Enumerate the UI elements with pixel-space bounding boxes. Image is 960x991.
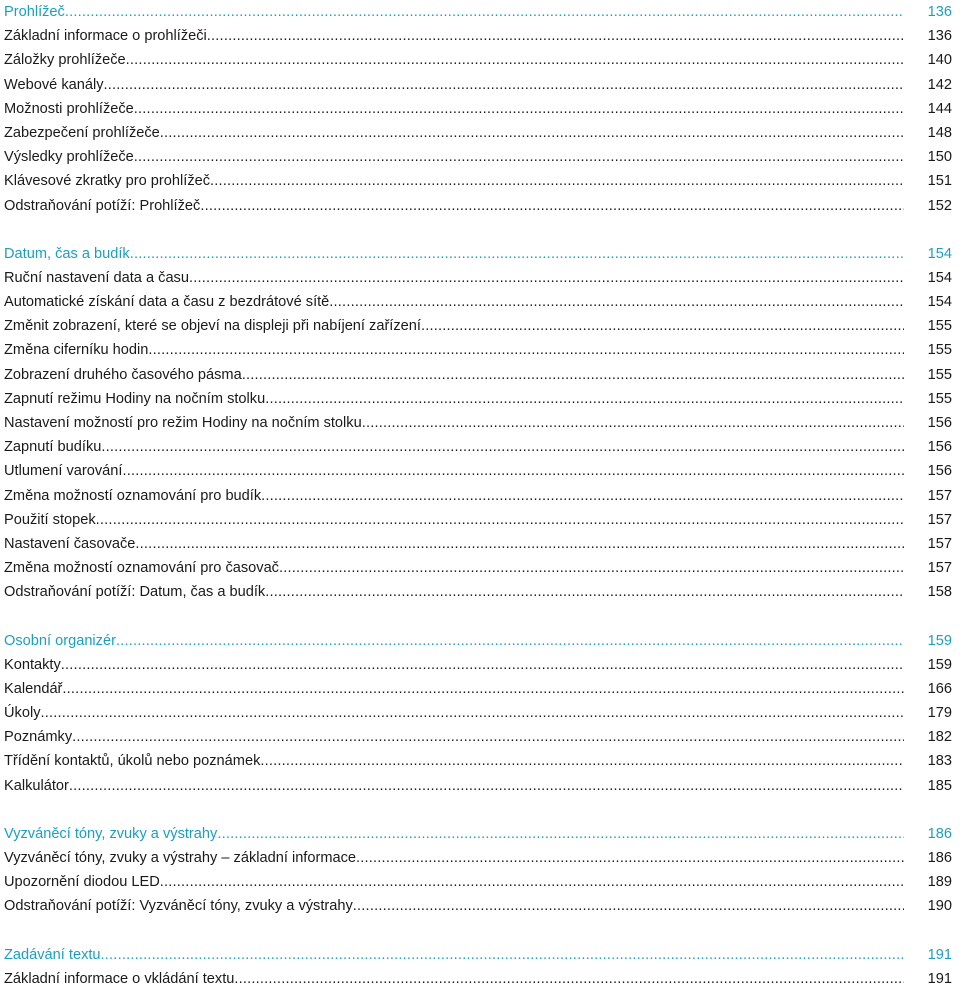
toc-entry-page: 190 <box>927 898 952 915</box>
toc-entry[interactable] <box>0 870 960 894</box>
toc-entry-title: Úkoly <box>4 705 41 722</box>
toc-entry-page: 156 <box>927 415 952 431</box>
toc-heading-page: 154 <box>927 245 952 262</box>
toc-entry-page: 185 <box>927 777 952 794</box>
toc-entry-title: Vyzváněcí tóny, zvuky a výstrahy – základní informace <box>4 850 357 866</box>
toc-entry[interactable] <box>0 338 960 362</box>
toc-entry[interactable] <box>0 725 960 749</box>
toc-entry-page: 144 <box>927 100 952 117</box>
toc-entry[interactable] <box>0 169 960 193</box>
toc-entry-title: Možnosti prohlížeče <box>4 100 134 117</box>
toc-entry-page: 158 <box>927 584 952 601</box>
toc-entry-page: 157 <box>927 511 952 528</box>
toc-entry[interactable] <box>0 774 960 798</box>
toc-entry-title: Ruční nastavení data a času <box>4 269 189 286</box>
toc-entry[interactable] <box>0 846 960 870</box>
toc-entry-title: Zapnutí budíku <box>4 439 102 456</box>
toc-entry-page: 183 <box>927 753 952 770</box>
toc-entry[interactable] <box>0 48 960 72</box>
toc-entry-title: Základní informace o vkládání textu <box>4 970 235 987</box>
toc-entry-title: Změna ciferníku hodin <box>4 342 149 359</box>
section-spacer <box>0 218 960 242</box>
toc-entry-title: Klávesové zkratky pro prohlížeč <box>4 173 211 190</box>
toc-entry-page: 157 <box>927 560 952 577</box>
section-spacer <box>0 605 960 629</box>
toc-entry-title: Odstraňování potíží: Datum, čas a budík <box>4 584 266 601</box>
toc-entry[interactable] <box>0 459 960 483</box>
toc-entry-page: 156 <box>927 439 952 456</box>
toc-entry[interactable] <box>0 24 960 48</box>
toc-heading-title: Prohlížeč <box>4 4 65 20</box>
toc-entry-title: Automatické získání data a času z bezdrátové sítě <box>4 294 330 311</box>
toc-entry[interactable] <box>0 290 960 314</box>
toc-entry[interactable] <box>0 121 960 145</box>
toc-heading-title: Zadávání textu <box>4 946 101 963</box>
toc-entry-title: Poznámky <box>4 729 73 746</box>
toc-heading[interactable] <box>0 943 960 967</box>
toc-heading-title: Datum, čas a budík <box>4 245 130 262</box>
toc-entry-title: Použití stopek <box>4 511 96 528</box>
toc-entry[interactable] <box>0 73 960 97</box>
toc-heading[interactable] <box>0 822 960 846</box>
toc-entry[interactable] <box>0 749 960 773</box>
toc-entry[interactable] <box>0 677 960 701</box>
toc-entry[interactable] <box>0 314 960 338</box>
toc-entry-page: 186 <box>927 850 952 866</box>
section-spacer <box>0 798 960 822</box>
toc-entry-title: Odstraňování potíží: Vyzváněcí tóny, zvuky a výstrahy <box>4 898 353 915</box>
toc-entry[interactable] <box>0 363 960 387</box>
toc-entry-page: 142 <box>927 76 952 93</box>
toc-entry[interactable] <box>0 435 960 459</box>
toc-entry[interactable] <box>0 894 960 918</box>
toc-entry-title: Kalendář <box>4 680 63 697</box>
toc-entry-title: Nastavení možností pro režim Hodiny na nočním stolku <box>4 415 362 431</box>
toc-entry-title: Kalkulátor <box>4 777 69 794</box>
toc-entry-page: 155 <box>927 390 952 407</box>
toc-entry-page: 155 <box>927 366 952 383</box>
section-spacer <box>0 919 960 943</box>
toc-entry[interactable] <box>0 701 960 725</box>
toc-heading[interactable] <box>0 0 960 24</box>
toc-entry-page: 157 <box>927 535 952 552</box>
toc-entry-title: Utlumení varování <box>4 463 123 480</box>
toc-section-text-input <box>0 943 960 991</box>
toc-entry-title: Třídění kontaktů, úkolů nebo poznámek <box>4 753 261 770</box>
toc-entry-page: 154 <box>927 294 952 311</box>
toc-entry-page: 157 <box>927 487 952 504</box>
toc-entry-page: 140 <box>927 52 952 69</box>
toc-entry-title: Záložky prohlížeče <box>4 52 126 69</box>
toc-entry-page: 136 <box>927 28 952 45</box>
toc-entry-page: 152 <box>927 197 952 214</box>
toc-entry-page: 189 <box>927 874 952 891</box>
toc-heading-page: 159 <box>927 632 952 649</box>
toc-heading[interactable] <box>0 629 960 653</box>
toc-entry-title: Změna možností oznamování pro časovač <box>4 560 279 577</box>
toc-entry-title: Webové kanály <box>4 76 104 93</box>
toc-heading[interactable] <box>0 242 960 266</box>
toc-entry-title: Upozornění diodou LED <box>4 874 160 891</box>
toc-entry-title: Základní informace o prohlížeči <box>4 28 207 45</box>
toc-entry[interactable] <box>0 194 960 218</box>
toc-entry-page: 155 <box>927 318 952 335</box>
toc-entry-page: 159 <box>927 656 952 673</box>
toc-heading-page: 136 <box>927 4 952 20</box>
toc-entry-title: Kontakty <box>4 656 61 673</box>
toc-entry[interactable] <box>0 266 960 290</box>
toc-entry-title: Odstraňování potíží: Prohlížeč <box>4 197 201 214</box>
toc-heading-page: 191 <box>927 946 952 963</box>
toc-entry-page: 151 <box>927 173 952 190</box>
toc-entry[interactable] <box>0 508 960 532</box>
toc-heading-title: Vyzváněcí tóny, zvuky a výstrahy <box>4 825 218 842</box>
toc-heading-title: Osobní organizér <box>4 632 116 649</box>
toc-section-date-time <box>0 242 960 605</box>
toc-entry-page: 155 <box>927 342 952 359</box>
toc-section-ringtones <box>0 822 960 919</box>
toc-entry[interactable] <box>0 411 960 435</box>
toc-entry-title: Změna možností oznamování pro budík <box>4 487 262 504</box>
toc-entry[interactable] <box>0 484 960 508</box>
toc-entry[interactable] <box>0 387 960 411</box>
toc-entry-title: Zobrazení druhého časového pásma <box>4 366 242 383</box>
toc-entry-page: 166 <box>927 680 952 697</box>
toc-entry-title: Nastavení časovače <box>4 535 136 552</box>
toc-entry-page: 148 <box>927 124 952 141</box>
toc-entry[interactable] <box>0 97 960 121</box>
toc-entry-title: Zapnutí režimu Hodiny na nočním stolku <box>4 390 266 407</box>
toc-entry-title: Výsledky prohlížeče <box>4 149 134 166</box>
toc-entry-page: 150 <box>927 149 952 166</box>
toc-entry-page: 179 <box>927 705 952 722</box>
toc-entry[interactable] <box>0 145 960 169</box>
toc-section-browser <box>0 0 960 218</box>
toc-entry[interactable] <box>0 580 960 604</box>
toc-heading-page: 186 <box>927 825 952 842</box>
toc-entry[interactable] <box>0 532 960 556</box>
toc-section-organizer <box>0 629 960 798</box>
toc-entry-page: 191 <box>927 970 952 987</box>
toc-entry-page: 154 <box>927 269 952 286</box>
toc-entry-page: 156 <box>927 463 952 480</box>
toc-entry[interactable] <box>0 653 960 677</box>
toc-entry-title: Změnit zobrazení, které se objeví na displeji při nabíjení zařízení <box>4 318 421 335</box>
toc-entry[interactable] <box>0 556 960 580</box>
toc-entry-page: 182 <box>927 729 952 746</box>
toc-entry-title: Zabezpečení prohlížeče <box>4 124 160 141</box>
